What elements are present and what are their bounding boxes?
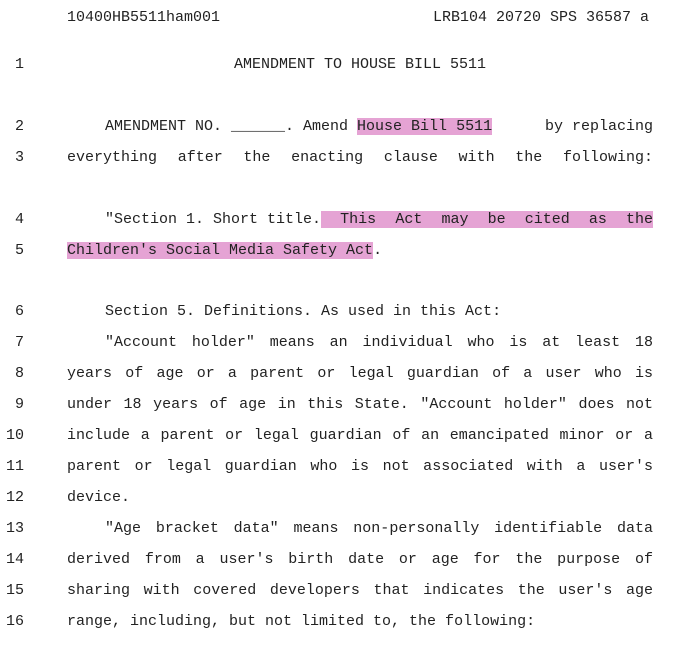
line-number: 2	[14, 118, 24, 135]
text-line: everything after the enacting clause with the following:	[67, 149, 653, 166]
text-segment: .	[373, 242, 383, 259]
line-number: 14	[5, 551, 24, 568]
text-line: "Account holder" means an individual who is at least 18	[105, 334, 653, 351]
line-number: 10	[5, 427, 24, 444]
highlighted-text: This Act may be cited as the	[321, 211, 653, 228]
text-line: device.	[67, 489, 131, 506]
text-line: parent or legal guardian who is not associated with a user's	[67, 458, 653, 475]
line-number: 8	[14, 365, 24, 382]
page-header-right: LRB104 20720 SPS 36587 a	[432, 9, 649, 26]
text-line: derived from a user's birth date or age for the purpose of	[67, 551, 653, 568]
text-line: "Age bracket data" means non-personally identifiable data	[105, 520, 653, 537]
line-number: 3	[14, 149, 24, 166]
line-number: 5	[14, 242, 24, 259]
line-number: 9	[14, 396, 24, 413]
line-number: 16	[5, 613, 24, 630]
text-segment: AMENDMENT NO. ______. Amend	[105, 118, 358, 135]
line-number: 11	[5, 458, 24, 475]
text-line: range, including, but not limited to, the following:	[67, 613, 536, 630]
line-number: 13	[5, 520, 24, 537]
line-number: 7	[14, 334, 24, 351]
line-number: 6	[14, 303, 24, 320]
text-line: include a parent or legal guardian of an emancipated minor or a	[67, 427, 653, 444]
text-segment: by replacing	[535, 118, 653, 135]
line-number: 15	[5, 582, 24, 599]
text-line	[105, 118, 653, 135]
text-line: under 18 years of age in this State. "Account holder" does not	[67, 396, 653, 413]
line-number: 4	[14, 211, 24, 228]
highlighted-text: House Bill 5511	[357, 118, 493, 135]
page-header-left: 10400HB5511ham001	[67, 9, 221, 26]
section-heading: Section 5. Definitions. As used in this Act:	[105, 303, 502, 320]
amendment-title: AMENDMENT TO HOUSE BILL 5511	[233, 56, 487, 73]
text-line: sharing with covered developers that indicates the user's age	[67, 582, 653, 599]
text-line	[105, 211, 653, 228]
line-number: 1	[14, 56, 24, 73]
text-line: years of age or a parent or legal guardian of a user who is	[67, 365, 653, 382]
text-line	[67, 242, 653, 259]
highlighted-text: Children's Social Media Safety Act	[67, 242, 374, 259]
text-segment: "Section 1. Short title.	[105, 211, 322, 228]
line-number: 12	[5, 489, 24, 506]
